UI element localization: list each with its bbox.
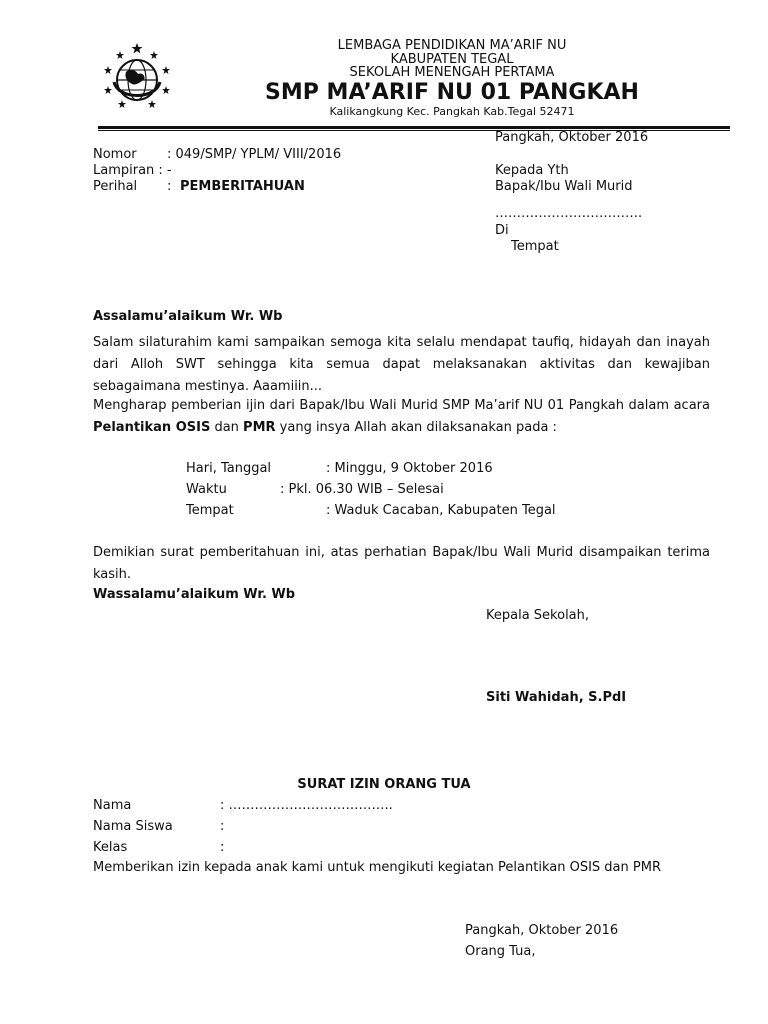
regency-name: KABUPATEN TEGAL bbox=[390, 52, 514, 67]
permission-kelas-value: : bbox=[220, 840, 225, 855]
foundation-name: LEMBAGA PENDIDIKAN MA’ARIF NU bbox=[337, 38, 567, 53]
permission-statement: Memberikan izin kepada anak kami untuk mengikuti kegiatan Pelantikan OSIS dan PMR bbox=[93, 860, 661, 875]
perihal-colon: : bbox=[167, 179, 172, 194]
closing-text: Demikian surat pemberitahuan ini, atas perhatian Bapak/Ibu Wali Murid disampaikan terima kasih. bbox=[93, 545, 710, 582]
school-logo bbox=[102, 42, 172, 112]
request-text-c: dan bbox=[210, 420, 244, 435]
request-text bbox=[93, 395, 710, 439]
greeting: Assalamu’alaikum Wr. Wb bbox=[93, 309, 283, 324]
recipient-dots: ……………………………. bbox=[495, 206, 643, 221]
intro-paragraph bbox=[93, 332, 710, 398]
perihal-value: PEMBERITAHUAN bbox=[180, 179, 305, 194]
permission-nama-value: : ……………………………….. bbox=[220, 798, 393, 813]
header-rule-thick bbox=[98, 126, 730, 129]
closing-paragraph bbox=[93, 542, 710, 586]
permission-title: SURAT IZIN ORANG TUA bbox=[297, 777, 471, 792]
signature-title: Kepala Sekolah, bbox=[486, 608, 590, 623]
permission-siswa-label: Nama Siswa bbox=[93, 819, 173, 834]
permission-signer: Orang Tua, bbox=[465, 944, 536, 959]
intro-text: Salam silaturahim kami sampaikan semoga kita selalu mendapat taufiq, hidayah dan inayah dari Alloh SWT sehingga kita semua dapat melaksanakan aktivitas dan kewajiban sebagaimana mestinya. Aaamiiin... bbox=[93, 335, 710, 394]
school-name: SMP MA’ARIF NU 01 PANGKAH bbox=[265, 80, 639, 105]
recipient-greeting: Kepada Yth bbox=[495, 163, 569, 178]
recipient-tempat: Tempat bbox=[511, 239, 559, 254]
event-osis: Pelantikan OSIS bbox=[93, 420, 211, 435]
permission-siswa-value: : bbox=[220, 819, 225, 834]
nu-globe-emblem-icon bbox=[102, 42, 172, 112]
signature-name: Siti Wahidah, S.PdI bbox=[486, 690, 627, 705]
school-address: Kalikangkung Kec. Pangkah Kab.Tegal 52471 bbox=[329, 105, 575, 118]
detail-place-label: Tempat bbox=[186, 503, 234, 518]
event-pmr: PMR bbox=[243, 420, 276, 435]
recipient-name: Bapak/Ibu Wali Murid bbox=[495, 179, 633, 194]
school-level: SEKOLAH MENENGAH PERTAMA bbox=[349, 65, 555, 80]
permission-place-date: Pangkah, Oktober 2016 bbox=[465, 923, 619, 938]
request-text-e: yang insya Allah akan dilaksanakan pada : bbox=[275, 420, 557, 435]
request-text-a: Mengharap pemberian ijin dari Bapak/Ibu Wali Murid SMP Ma’arif NU 01 Pangkah dalam acara bbox=[93, 398, 710, 413]
perihal-label: Perihal bbox=[93, 179, 138, 194]
detail-time-label: Waktu bbox=[186, 482, 227, 497]
recipient-di: Di bbox=[495, 223, 509, 238]
detail-date-value: : Minggu, 9 Oktober 2016 bbox=[326, 461, 493, 476]
letter-place-date: Pangkah, Oktober 2016 bbox=[495, 130, 649, 145]
nomor-label: Nomor bbox=[93, 147, 137, 162]
detail-date-label: Hari, Tanggal bbox=[186, 461, 272, 476]
permission-nama-label: Nama bbox=[93, 798, 132, 813]
lampiran-label: Lampiran : - bbox=[93, 163, 172, 178]
detail-time-value: : Pkl. 06.30 WIB – Selesai bbox=[280, 482, 444, 497]
request-paragraph bbox=[93, 395, 710, 439]
nomor-value: : 049/SMP/ YPLM/ VIII/2016 bbox=[167, 147, 342, 162]
permission-statement-block bbox=[93, 857, 710, 879]
detail-place-value: : Waduk Cacaban, Kabupaten Tegal bbox=[326, 503, 556, 518]
permission-kelas-label: Kelas bbox=[93, 840, 128, 855]
farewell: Wassalamu’alaikum Wr. Wb bbox=[93, 587, 296, 602]
